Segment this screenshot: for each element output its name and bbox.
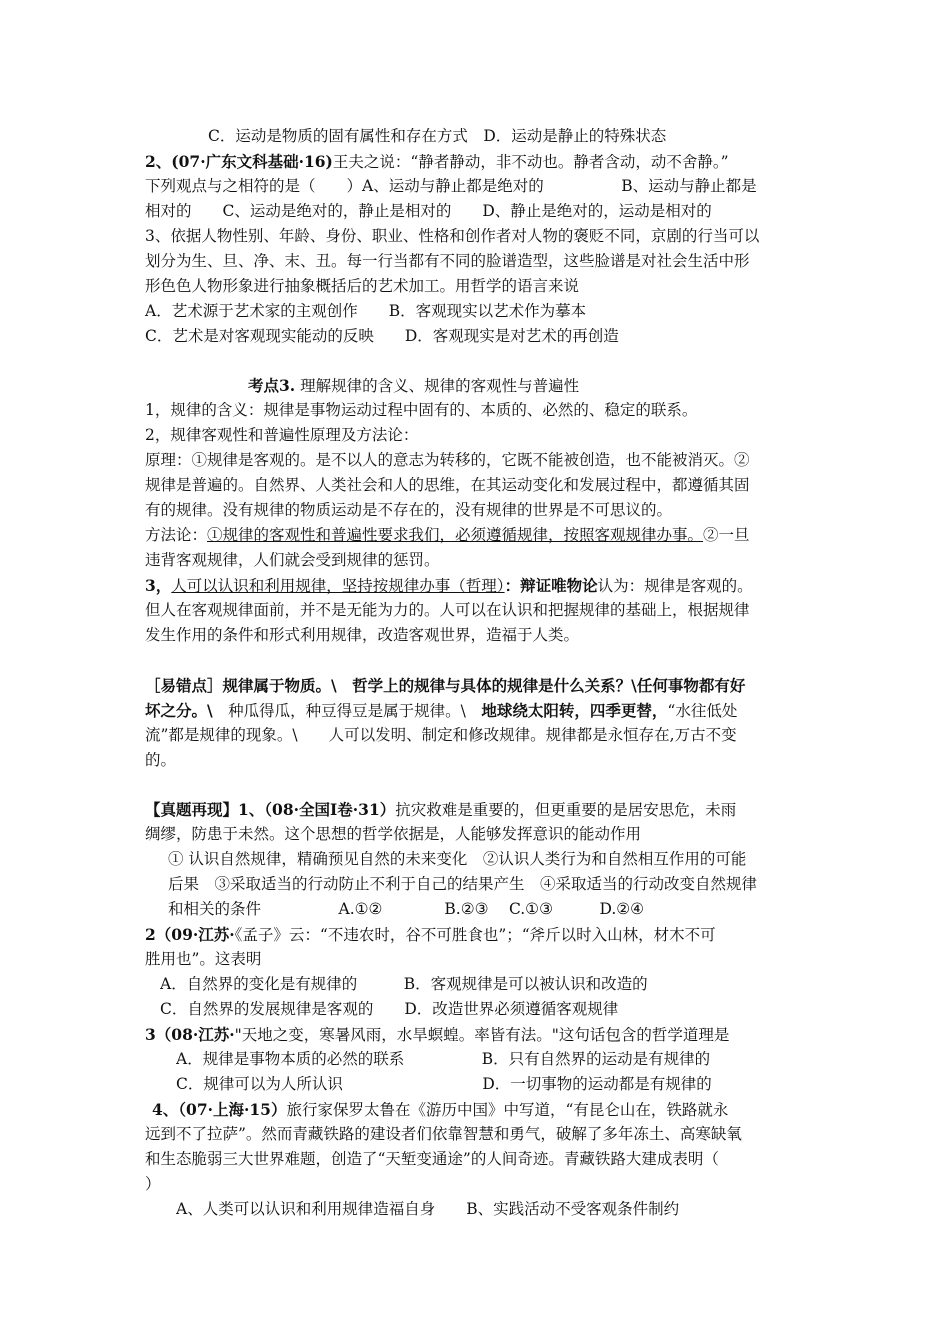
text-line: ） — [145, 1175, 161, 1193]
error-points-line — [145, 698, 815, 724]
text-line: 的。 — [145, 751, 177, 769]
text-line: 3、依据人物性别、年龄、身份、职业、性格和创作者对人物的褒贬不同，京剧的行当可以 — [145, 227, 760, 245]
question-source: 2、(07·广东文科基础·16) — [145, 152, 333, 171]
text-line: 有的规律。没有规律的物质运动是不存在的，没有规律的世界是不可思议的。 — [145, 501, 673, 519]
option-line: A、人类可以认识和利用规律造福自身 B、实践活动不受客观条件制约 — [176, 1200, 680, 1218]
question-line — [145, 1022, 815, 1048]
text-line: C．运动是物质的固有属性和存在方式 D．运动是静止的特殊状态 — [208, 127, 667, 145]
question-source: 2（09·江苏· — [145, 925, 235, 944]
principle-text: 认为：规律是客观的。 — [597, 577, 753, 595]
error-points-text: 种瓜得瓜，种豆得豆是属于规律。\ — [212, 702, 482, 720]
methodology-rest: ②一旦 — [703, 526, 750, 544]
text-line: 形色色人物形象进行抽象概括后的艺术加工。用哲学的语言来说 — [145, 277, 580, 295]
question-text: 《孟子》云：“不违农时，谷不可胜食也”；“斧斤以时入山林，材木不可 — [234, 926, 716, 944]
text-line: 划分为生、旦、净、末、丑。每一行当都有不同的脸谱造型，这些脸谱是对社会生活中形 — [145, 252, 750, 270]
text-line: 相对的 C、运动是绝对的，静止是相对的 D、静止是绝对的，运动是相对的 — [145, 202, 712, 220]
option-line: A．自然界的变化是有规律的 B．客观规律是可以被认识和改造的 — [160, 975, 648, 993]
principle-number: 3， — [145, 576, 172, 595]
error-points-bold: 坏之分。\ — [145, 701, 213, 720]
option-line: A．艺术源于艺术家的主观创作 B．客观现实以艺术作为摹本 — [145, 302, 587, 320]
methodology-line — [145, 523, 815, 548]
question-text: 旅行家保罗太鲁在《游历中国》中写道，“有昆仑山在，铁路就永 — [286, 1101, 729, 1119]
principle-underlined: 人可以认识和利用规律，坚持按规律办事（哲理） — [171, 577, 505, 595]
text-line: 绸缪，防患于未然。这个思想的哲学依据是，人能够发挥意识的能动作用 — [145, 825, 642, 843]
error-points-text: “水往低处 — [667, 702, 738, 720]
exam-review-label: 【真题再现】 — [145, 800, 239, 819]
text-line: 1，规律的含义：规律是事物运动过程中固有的、本质的、必然的、稳定的联系。 — [145, 401, 698, 419]
option-line: C．规律可以为人所认识 D．一切事物的运动都是有规律的 — [176, 1075, 712, 1093]
text-line: 规律是普遍的。自然界、人类社会和人的思维，在其运动变化和发展过程中，都遵循其固 — [145, 476, 750, 494]
question-line — [152, 1097, 822, 1123]
methodology-label: 方法论： — [145, 526, 208, 544]
option-line: ① 认识自然规律，精确预见自然的未来变化 ②认识人类行为和自然相互作用的可能 — [168, 850, 747, 868]
question-source: 4、（07·上海·15） — [152, 1100, 287, 1119]
text-line: 发生作用的条件和形式利用规律，改造客观世界，造福于人类。 — [145, 626, 580, 644]
option-line: 后果 ③采取适当的行动防止不利于自己的结果产生 ④采取适当的行动改变自然规律 — [168, 875, 758, 893]
section-heading — [248, 373, 918, 399]
text-line: 和生态脆弱三大世界难题，创造了“天堑变通途”的人间奇迹。青藏铁路大建成表明（ — [145, 1150, 719, 1168]
exam-review-line — [145, 797, 815, 823]
option-line: A．规律是事物本质的必然的联系 B．只有自然界的运动是有规律的 — [176, 1050, 711, 1068]
option-line: C．自然界的发展规律是客观的 D．改造世界必须遵循客观规律 — [160, 1000, 619, 1018]
question-line — [145, 922, 815, 948]
text-line: 违背客观规律，人们就会受到规律的惩罚。 — [145, 551, 440, 569]
question-text: 抗灾救难是重要的，但更重要的是居安思危，未雨 — [395, 801, 737, 819]
option-line: 和相关的条件 A.①② B.②③ C.①③ D.②④ — [168, 900, 645, 918]
text-line: 下列观点与之相符的是（ ）A、运动与静止都是绝对的 B、运动与静止都是 — [145, 177, 757, 195]
text-line: 远到不了拉萨”。然而青藏铁路的建设者们依靠智慧和勇气，破解了多年冻土、高寒缺氧 — [145, 1125, 742, 1143]
section-title: 理解规律的含义、规律的客观性与普遍性 — [300, 377, 580, 395]
text-line: 原理：①规律是客观的。是不以人的意志为转移的，它既不能被创造，也不能被消灭。② — [145, 451, 750, 469]
principle-line — [145, 573, 815, 599]
methodology-underlined: ①规律的客观性和普遍性要求我们，必须遵循规律，按照客观规律办事。 — [207, 526, 704, 544]
text-line: 流”都是规律的现象。\ 人可以发明、制定和修改规律。规律都是永恒存在,万古不变 — [145, 726, 737, 744]
text-line: 2，规律客观性和普遍性原理及方法论： — [145, 426, 419, 444]
text-line: 但人在客观规律面前，并不是无能为力的。人可以在认识和把握规律的基础上，根据规律 — [145, 601, 750, 619]
question-line — [145, 149, 815, 175]
text-line: 胜用也”。这表明 — [145, 950, 262, 968]
question-source: 3（08·江苏· — [145, 1025, 235, 1044]
question-source: 1、（08·全国I卷·31） — [238, 800, 396, 819]
error-points-bold: 地球绕太阳转，四季更替， — [481, 701, 668, 720]
question-text: "天地之变，寒暑风雨，水旱螟蝗。率皆有法。"这句话包含的哲学道理是 — [234, 1026, 730, 1044]
section-number: 考点3. — [248, 376, 296, 395]
error-points-line: ［易错点］规律属于物质。\ 哲学上的规律与具体的规律是什么关系？\任何事物都有好 — [145, 676, 746, 695]
option-line: C．艺术是对客观现实能动的反映 D．客观现实是对艺术的再创造 — [145, 327, 619, 345]
principle-bold: ：辩证唯物论 — [504, 576, 598, 595]
question-text: 王夫之说：“静者静动，非不动也。静者含动，动不舍静。” — [332, 153, 729, 171]
